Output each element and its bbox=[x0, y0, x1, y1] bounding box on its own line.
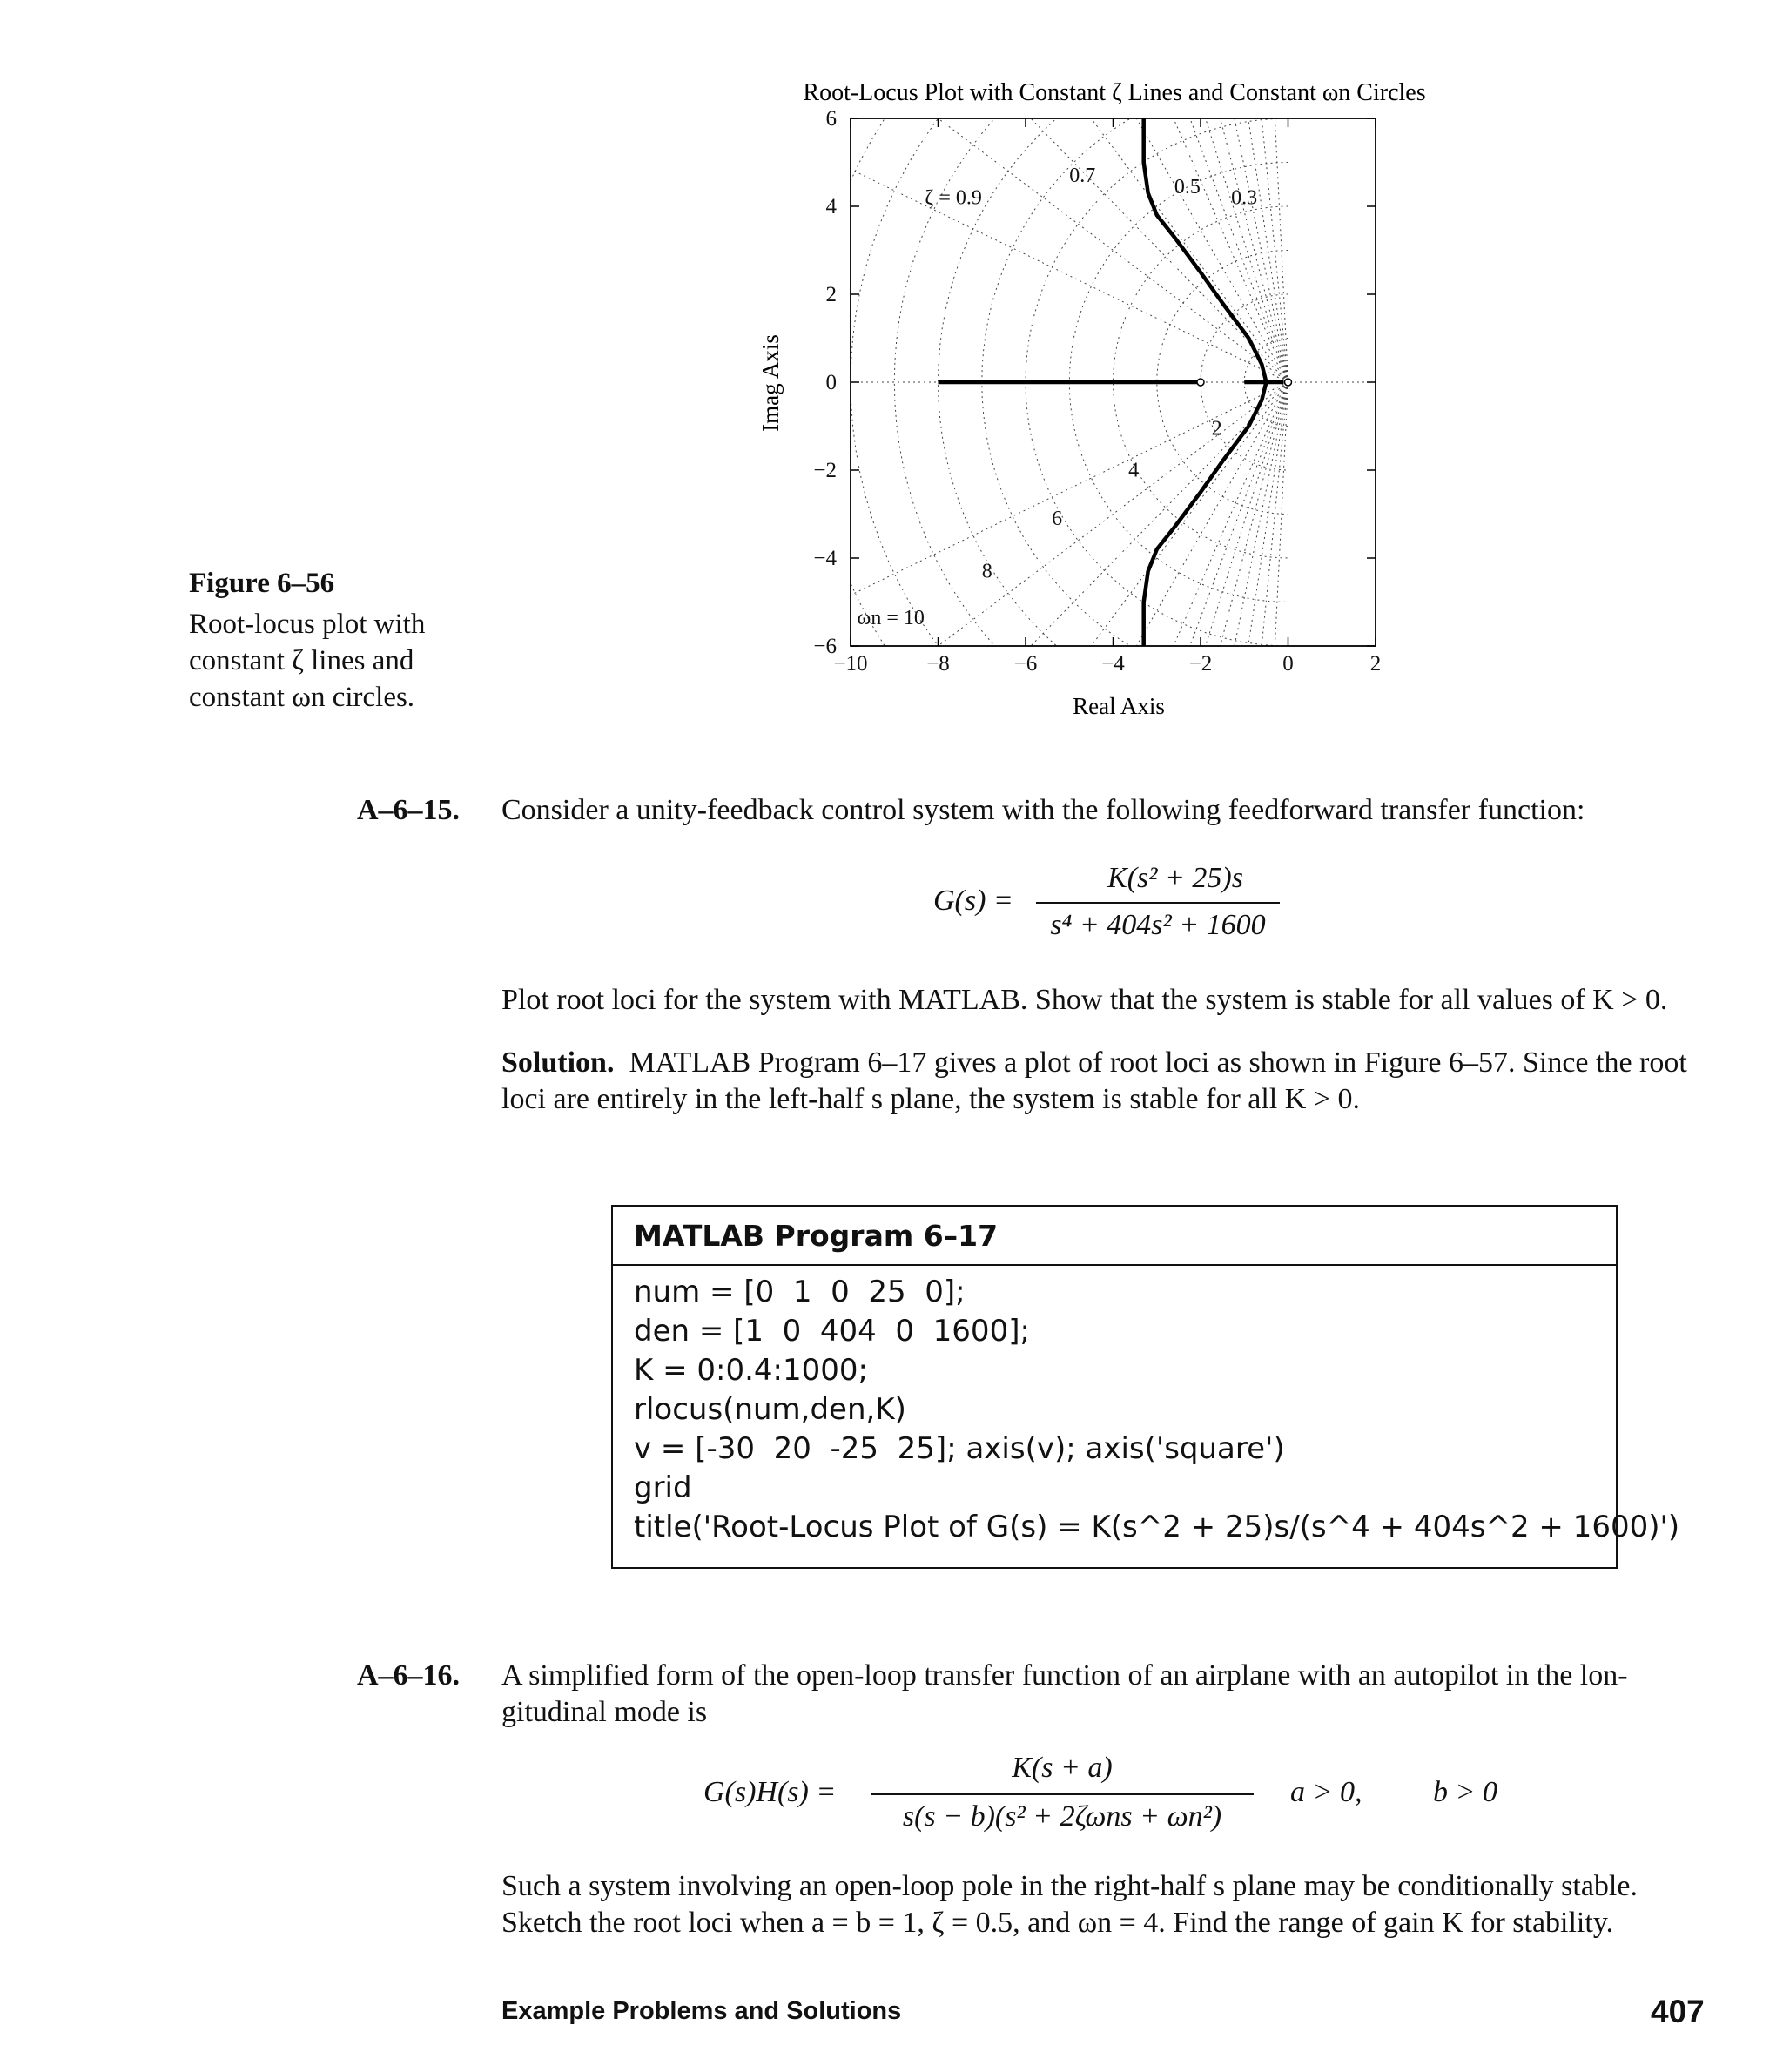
chart-y-axis-label: Imag Axis bbox=[757, 334, 784, 432]
zeta-ray bbox=[1157, 382, 1288, 731]
code-line: rlocus(num,den,K) bbox=[634, 1392, 906, 1427]
zeta-ray bbox=[851, 70, 1288, 382]
zeta-ray bbox=[982, 70, 1288, 382]
problem-number-a615: A–6–15. bbox=[357, 794, 461, 826]
zeta-ray bbox=[764, 70, 1288, 382]
root-locus-chart bbox=[749, 70, 1463, 731]
zeta-ray bbox=[764, 382, 1288, 731]
zeta-ray bbox=[939, 382, 1288, 731]
equation-a616-fraction-bar bbox=[871, 1793, 1254, 1795]
zeta-ray bbox=[1026, 382, 1288, 731]
chart-axes bbox=[813, 107, 1381, 676]
problem-a616-intro-1: A simplified form of the open-loop transfer function of an airplane with an autopilot in the lon- bbox=[501, 1659, 1628, 1692]
equation-a616-condition-a: a > 0, bbox=[1290, 1776, 1362, 1808]
zeta-ray bbox=[939, 70, 1288, 382]
page-number: 407 bbox=[1651, 1994, 1705, 2029]
equation-a616-condition-b: b > 0 bbox=[1433, 1776, 1497, 1808]
problem-a615-task: Plot root loci for the system with MATLAB. Show that the system is stable for all values of K > 0. bbox=[501, 984, 1668, 1016]
x-tick-label: −8 bbox=[926, 652, 950, 676]
problem-a616-intro-2: gitudinal mode is bbox=[501, 1696, 708, 1728]
chart-x-axis-label: Real Axis bbox=[1073, 693, 1165, 719]
matlab-program-header: MATLAB Program 6–17 bbox=[613, 1207, 1616, 1266]
matlab-program-box bbox=[611, 1205, 1680, 1569]
wn-label: 8 bbox=[981, 560, 992, 583]
code-line: grid bbox=[634, 1470, 692, 1505]
zeta-ray bbox=[1069, 70, 1288, 382]
y-tick-label: 6 bbox=[825, 107, 837, 131]
equation-a615-numerator: K(s² + 25)s bbox=[1107, 862, 1243, 894]
zeta-ray bbox=[1069, 382, 1288, 731]
zero-marker bbox=[1285, 379, 1292, 386]
wn-label: ωn = 10 bbox=[857, 606, 925, 629]
y-tick-label: 4 bbox=[825, 195, 837, 219]
zeta-label: ζ = 0.9 bbox=[925, 186, 982, 210]
x-tick-label: 0 bbox=[1282, 652, 1294, 676]
equation-a616-denominator: s(s − b)(s² + 2ζωns + ωn²) bbox=[902, 1800, 1222, 1833]
grid-clip-group bbox=[749, 70, 1376, 731]
chart-grid bbox=[749, 70, 1376, 731]
problem-a615-intro: Consider a unity-feedback control system with the following feedforward transfer function: bbox=[501, 794, 1585, 826]
code-line: title('Root-Locus Plot of G(s) = K(s^2 + 25)s/(s^4 + 404s^2 + 1600)') bbox=[634, 1510, 1680, 1544]
zeta-label: 0.5 bbox=[1174, 175, 1201, 198]
figure-caption-line-2: constant ζ lines and bbox=[189, 645, 414, 676]
equation-a616-lhs: G(s)H(s) = bbox=[703, 1776, 837, 1808]
zeta-ray bbox=[1244, 70, 1288, 382]
code-line: num = [0 1 0 25 0]; bbox=[634, 1275, 966, 1309]
code-line: v = [-30 20 -25 25]; axis(v); axis('square') bbox=[634, 1431, 1285, 1466]
problem-a616-body-1: Such a system involving an open-loop pole in the right-half s plane may be conditionally stable. bbox=[501, 1870, 1638, 1902]
solution-label: Solution. bbox=[501, 1046, 615, 1079]
root-locus-branch bbox=[1144, 118, 1267, 382]
figure-caption-title: Figure 6–56 bbox=[189, 568, 335, 599]
root-locus-branch bbox=[1144, 382, 1267, 646]
solution-a615-text-1: MATLAB Program 6–17 gives a plot of root loci as shown in Figure 6–57. Since the root bbox=[629, 1046, 1687, 1079]
wn-label: 6 bbox=[1052, 508, 1063, 531]
equation-a615-lhs: G(s) = bbox=[933, 885, 1013, 917]
y-tick-label: 0 bbox=[825, 371, 837, 394]
code-line: den = [1 0 404 0 1600]; bbox=[634, 1314, 1030, 1349]
zeta-ray bbox=[1114, 70, 1288, 382]
wn-label: 4 bbox=[1128, 459, 1140, 482]
zeta-ray bbox=[1157, 70, 1288, 382]
figure-caption-line-3: constant ωn circles. bbox=[189, 682, 415, 713]
y-tick-label: −2 bbox=[813, 459, 837, 482]
x-tick-label: −6 bbox=[1013, 652, 1038, 676]
solution-a615-line-1 bbox=[501, 1045, 1687, 1081]
y-tick-label: −6 bbox=[813, 635, 837, 658]
zeta-label: 0.3 bbox=[1231, 186, 1258, 210]
problem-number-a616: A–6–16. bbox=[357, 1659, 461, 1692]
code-line: K = 0:0.4:1000; bbox=[634, 1353, 868, 1388]
zeta-ray bbox=[851, 382, 1288, 731]
zeta-ray bbox=[1114, 382, 1288, 731]
zero-marker bbox=[1197, 379, 1204, 386]
problem-a616-body-2: Sketch the root loci when a = b = 1, ζ = 0.5, and ωn = 4. Find the range of gain K for stability. bbox=[501, 1907, 1614, 1939]
chart-title: Root-Locus Plot with Constant ζ Lines and Constant ωn Circles bbox=[803, 79, 1426, 106]
figure-caption-line-1: Root-locus plot with bbox=[189, 609, 426, 640]
wn-label: 2 bbox=[1211, 417, 1222, 441]
matlab-program-code bbox=[613, 1266, 1680, 1547]
wn-circle bbox=[807, 70, 1288, 731]
x-tick-label: −10 bbox=[833, 652, 868, 676]
equation-a615-fraction-bar bbox=[1036, 902, 1280, 904]
footer-section-title: Example Problems and Solutions bbox=[501, 1997, 902, 2025]
wn-circle bbox=[764, 70, 1288, 731]
y-tick-label: 2 bbox=[825, 283, 837, 306]
x-tick-label: 2 bbox=[1369, 652, 1382, 676]
zeta-label: 0.7 bbox=[1069, 165, 1096, 188]
equation-a615-denominator: s⁴ + 404s² + 1600 bbox=[1050, 909, 1266, 941]
x-tick-label: −4 bbox=[1101, 652, 1125, 676]
y-tick-label: −4 bbox=[813, 547, 837, 570]
x-tick-label: −2 bbox=[1188, 652, 1213, 676]
equation-a616-numerator: K(s + a) bbox=[1012, 1752, 1113, 1784]
solution-a615-line-2: loci are entirely in the left-half s plane, the system is stable for all K > 0. bbox=[501, 1083, 1360, 1115]
